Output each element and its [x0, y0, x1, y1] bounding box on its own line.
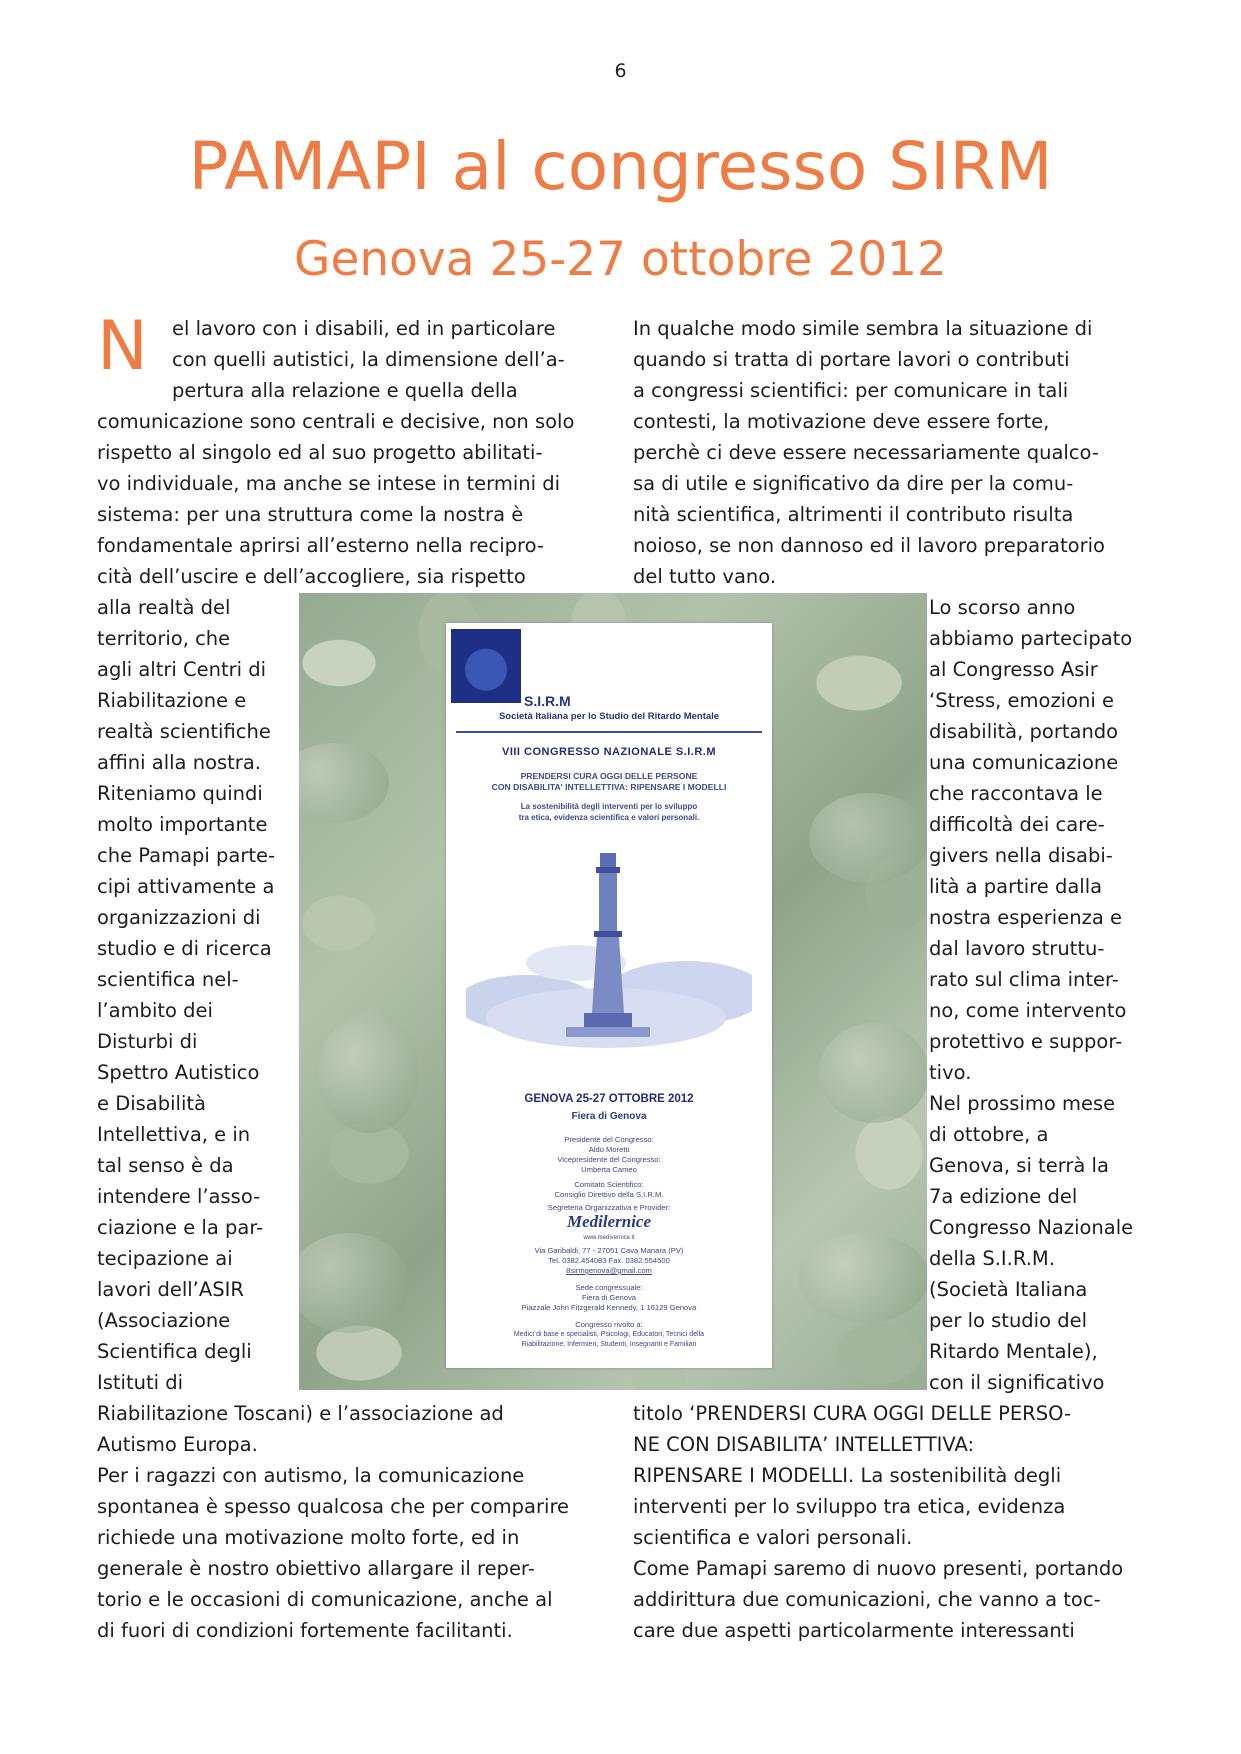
leaf-decoration [299, 1233, 409, 1333]
article-title: PAMAPI al congresso SIRM [188, 128, 1053, 205]
flyer-venue: Fiera di Genova [571, 1111, 647, 1122]
left-column-line: territorio, che [97, 627, 231, 650]
left-column-line: tecipazione ai [97, 1247, 233, 1270]
left-column-line: Spettro Autistico [97, 1061, 260, 1084]
right-column-line: una comunicazione [929, 751, 1119, 774]
right-column-line: tivo. [929, 1061, 972, 1084]
right-column-line: per lo studio del [929, 1309, 1088, 1332]
flyer-info-line: Aldo Moretti [588, 1145, 630, 1154]
flyer-email: 8sirmgenova@gmail.com [566, 1266, 652, 1275]
left-column-line: di fuori di condizioni fortemente facilitanti. [97, 1619, 513, 1642]
drop-cap: N [97, 307, 148, 386]
flyer-info-line: Via Garibaldi, 77 - 27051 Cava Manara (PV) [534, 1246, 684, 1255]
flyer-info-line: Congresso rivolto a: [575, 1320, 643, 1329]
left-column-line: pertura alla relazione e quella della [172, 379, 518, 402]
left-column-line: affini alla nostra. [97, 751, 261, 774]
right-column-line: lità a partire dalla [929, 875, 1103, 898]
left-column-line: generale è nostro obiettivo allargare il reper- [97, 1557, 535, 1580]
left-column-line: Intellettiva, e in [97, 1123, 251, 1146]
left-column-line: cipi attivamente a [97, 875, 275, 898]
right-column-line: Lo scorso anno [929, 596, 1076, 619]
flyer-info-line: Riabilitazione, Infermieri, Studenti, Insegnanti e Familiari [521, 1341, 697, 1348]
lighthouse-illustration [466, 843, 752, 1063]
flyer-info-line: Segreteria Organizzativa e Provider: [547, 1203, 671, 1212]
left-column-line: che Pamapi parte- [97, 844, 276, 867]
right-column-line: addirittura due comunicazioni, che vanno a toc- [633, 1588, 1101, 1611]
left-column-line: comunicazione sono centrali e decisive, non solo [97, 410, 575, 433]
left-column-line: scientifica nel- [97, 968, 239, 991]
left-column-line: Riabilitazione Toscani) e l’associazione ad [97, 1402, 504, 1425]
flyer-info-line: Comitato Scientifico: [574, 1180, 644, 1189]
left-column-line: organizzazioni di [97, 906, 261, 929]
left-column-line: vo individuale, ma anche se intese in termini di [97, 472, 561, 495]
left-column-line: tal senso è da [97, 1154, 234, 1177]
leaf-decoration [799, 1233, 927, 1323]
right-column-line: Genova, si terrà la [929, 1154, 1109, 1177]
right-column-line: givers nella disabi- [929, 844, 1113, 867]
flyer-theme-line: CON DISABILITA' INTELLETTIVA: RIPENSARE I MODELLI [491, 782, 727, 792]
right-column-line: contesti, la motivazione deve essere forte, [633, 410, 1050, 433]
article-subtitle: Genova 25-27 ottobre 2012 [294, 232, 947, 287]
flyer-dates: GENOVA 25-27 OTTOBRE 2012 [524, 1093, 694, 1105]
left-column-line: richiede una motivazione molto forte, ed in [97, 1526, 520, 1549]
flyer-info-line: Medici di base e specialisti, Psicologi, Educatori, Tecnici della [513, 1331, 705, 1338]
flyer-provider-logo: Medilernice [566, 1212, 652, 1231]
flyer-congress-title: VIII CONGRESSO NAZIONALE S.I.R.M [501, 746, 717, 758]
right-column-line: nostra esperienza e [929, 906, 1122, 929]
flyer-org-short: S.I.R.M [524, 693, 571, 709]
right-column-line: NE CON DISABILITA’ INTELLETTIVA: [633, 1433, 975, 1456]
left-column-line: Istituti di [97, 1371, 184, 1394]
right-column-line: noioso, se non dannoso ed il lavoro preparatorio [633, 534, 1105, 557]
left-column-line: e Disabilità [97, 1092, 206, 1115]
right-column-line: no, come intervento [929, 999, 1127, 1022]
right-column-line: abbiamo partecipato [929, 627, 1133, 650]
page-number: 6 [614, 60, 627, 82]
left-column-line: Per i ragazzi con autismo, la comunicazione [97, 1464, 525, 1487]
flyer-org-full: Società Italiana per lo Studio del Ritardo Mentale [498, 711, 720, 722]
flyer-info-line: Tel. 0382.454083 Fax. 0382.554500 [548, 1256, 670, 1265]
sirm-logo-icon [451, 629, 521, 703]
flyer-info-line: Fiera di Genova [581, 1293, 637, 1302]
left-column-line: Disturbi di [97, 1030, 198, 1053]
right-column-line: Ritardo Mentale), [929, 1340, 1098, 1363]
right-column-line: Congresso Nazionale [929, 1216, 1134, 1239]
right-column-line: In qualche modo simile sembra la situazione di [633, 317, 1093, 340]
left-column-line: Riteniamo quindi [97, 782, 263, 805]
flyer-divider [456, 731, 762, 733]
right-column-line: care due aspetti particolarmente interessanti [633, 1619, 1075, 1642]
right-column-line: disabilità, portando [929, 720, 1119, 743]
left-column-line: Riabilitazione e [97, 689, 247, 712]
congress-flyer [446, 623, 772, 1368]
flyer-info-line: Consiglio Direttivo della S.I.R.M. [554, 1190, 664, 1199]
leaf-decoration [819, 1023, 927, 1123]
left-column-line: realtà scientifiche [97, 720, 271, 743]
left-column-line: Scientifica degli [97, 1340, 252, 1363]
right-column-line: (Società Italiana [929, 1278, 1088, 1301]
flyer-subtheme-line: La sostenibilità degli interventi per lo sviluppo [520, 802, 698, 811]
left-column-line: ciazione e la par- [97, 1216, 264, 1239]
right-column-line: protettivo e suppor- [929, 1030, 1123, 1053]
flyer-provider-url: www.medivernice.it [583, 1235, 635, 1241]
left-column-line: lavori dell’ASIR [97, 1278, 244, 1301]
flyer-theme-line: PRENDERSI CURA OGGI DELLE PERSONE [520, 771, 698, 781]
right-column-line: quando si tratta di portare lavori o contributi [633, 348, 1070, 371]
leaf-decoration [809, 793, 927, 883]
leaf-decoration [299, 743, 389, 823]
left-column-line: torio e le occasioni di comunicazione, anche al [97, 1588, 553, 1611]
right-column-line: al Congresso Asir [929, 658, 1098, 681]
left-column-line: cità dell’uscire e dell’accogliere, sia rispetto [97, 565, 526, 588]
left-column-line: alla realtà del [97, 596, 231, 619]
right-column-line: scientifica e valori personali. [633, 1526, 913, 1549]
right-column-line: della S.I.R.M. [929, 1247, 1055, 1270]
right-column-line: ‘Stress, emozioni e [929, 689, 1115, 712]
right-column-line: a congressi scientifici: per comunicare in tali [633, 379, 1069, 402]
left-column-line: l’ambito dei [97, 999, 213, 1022]
right-column-line: difficoltà dei care- [929, 813, 1105, 836]
right-column-line: di ottobre, a [929, 1123, 1049, 1146]
left-column-line: sistema: per una struttura come la nostra è [97, 503, 524, 526]
left-column-line: fondamentale aprirsi all’esterno nella recipro- [97, 534, 544, 557]
right-column-line: con il significativo [929, 1371, 1105, 1394]
left-column-line: spontanea è spesso qualcosa che per comparire [97, 1495, 570, 1518]
left-column-line: molto importante [97, 813, 268, 836]
right-column-line: del tutto vano. [633, 565, 777, 588]
right-column-line: rato sul clima inter- [929, 968, 1119, 991]
right-column-line: nità scientifica, altrimenti il contributo risulta [633, 503, 1074, 526]
right-column-line: 7a edizione del [929, 1185, 1078, 1208]
flyer-info-line: Sede congressuale: [575, 1283, 643, 1292]
congress-flyer-photo [299, 593, 927, 1390]
flyer-info-line: Umberta Cameo [581, 1165, 637, 1174]
left-column-line: rispetto al singolo ed al suo progetto abilitati- [97, 441, 543, 464]
right-column-line: interventi per lo sviluppo tra etica, evidenza [633, 1495, 1066, 1518]
left-column-line: con quelli autistici, la dimensione dell’a- [172, 348, 565, 371]
right-column-line: titolo ‘PRENDERSI CURA OGGI DELLE PERSO- [633, 1402, 1072, 1425]
right-column-line: RIPENSARE I MODELLI. La sostenibilità degli [633, 1464, 1062, 1487]
right-column-line: Come Pamapi saremo di nuovo presenti, portando [633, 1557, 1124, 1580]
flyer-subtheme-line: tra etica, evidenza scientifica e valori personali. [518, 813, 700, 822]
right-column-line: dal lavoro struttu- [929, 937, 1105, 960]
flyer-info-line: Vicepresidente del Congresso: [557, 1155, 661, 1164]
right-column-line: Nel prossimo mese [929, 1092, 1116, 1115]
right-column-line: che raccontava le [929, 782, 1103, 805]
left-column-line: agli altri Centri di [97, 658, 267, 681]
left-column-line: intendere l’asso- [97, 1185, 261, 1208]
right-column-line: perchè ci deve essere necessariamente qualco- [633, 441, 1099, 464]
leaf-decoration [319, 1013, 419, 1133]
left-column-line: el lavoro con i disabili, ed in particolare [172, 317, 556, 340]
left-column-line: Autismo Europa. [97, 1433, 258, 1456]
flyer-info-line: Piazzale John Fitzgerald Kennedy, 1 16129 Genova [521, 1303, 697, 1312]
left-column-line: studio e di ricerca [97, 937, 272, 960]
right-column-line: sa di utile e significativo da dire per la comu- [633, 472, 1074, 495]
left-column-line: (Associazione [97, 1309, 231, 1332]
flyer-info-line: Presidente del Congresso: [564, 1135, 654, 1144]
